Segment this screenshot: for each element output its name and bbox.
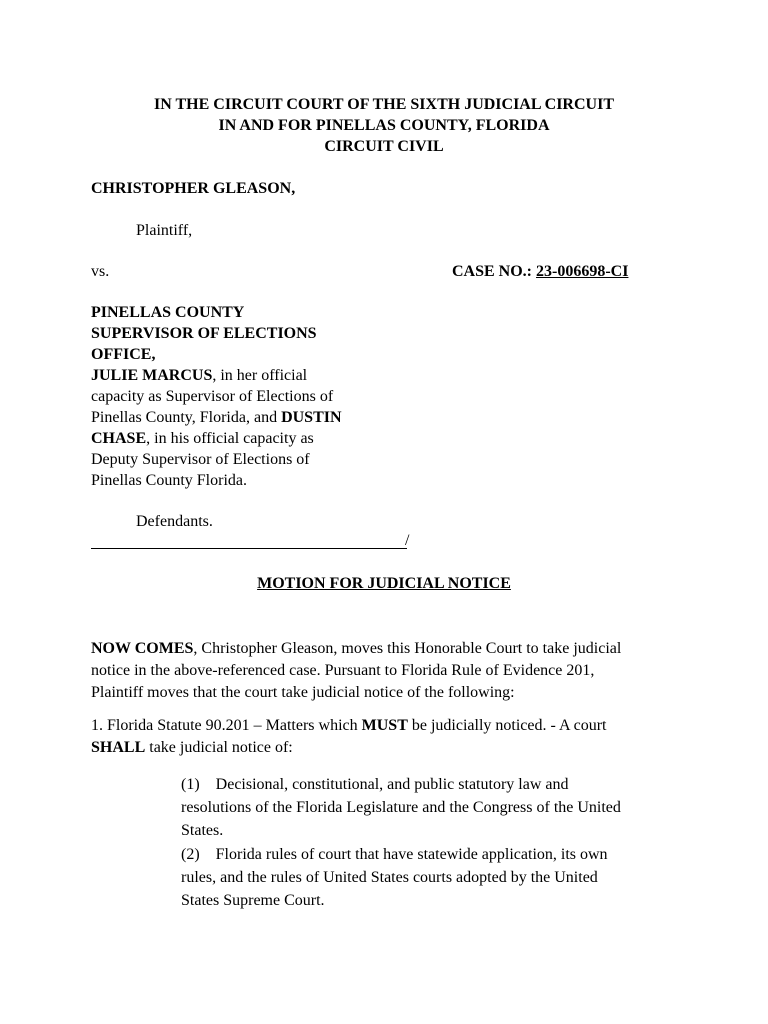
caption-slash: / — [405, 532, 410, 549]
defendant-role: Defendants. — [136, 513, 213, 530]
intro-line1-text: , Christopher Gleason, moves this Honorable Court to take judicial — [193, 640, 622, 657]
subitem2-line3: States Supreme Court. — [181, 892, 325, 909]
item1-shall: SHALL — [91, 739, 146, 756]
chase-name-part1: DUSTIN — [281, 409, 342, 426]
chase-line1 — [91, 428, 314, 449]
marcus-line1 — [91, 365, 307, 386]
item1-line1 — [91, 715, 607, 736]
chase-capacity: , in his official capacity as — [146, 430, 314, 447]
motion-title-wrap — [0, 573, 768, 594]
marcus-capacity: , in her official — [212, 367, 308, 384]
caption-rule — [91, 548, 407, 549]
defendant-line3: OFFICE, — [91, 346, 156, 363]
court-heading-line3: CIRCUIT CIVIL — [324, 138, 444, 155]
case-number-value: 23-006698-CI — [536, 263, 629, 280]
item1-must: MUST — [361, 717, 408, 734]
subitem1-line3: States. — [181, 822, 224, 839]
chase-name-part2: CHASE — [91, 430, 147, 447]
intro-line2: notice in the above-referenced case. Pursuant to Florida Rule of Evidence 201, — [91, 662, 595, 679]
court-heading-line1: IN THE CIRCUIT COURT OF THE SIXTH JUDICIAL CIRCUIT — [154, 96, 614, 113]
subitem1-line1: (1) Decisional, constitutional, and public statutory law and — [181, 776, 569, 793]
defendant-line2: SUPERVISOR OF ELECTIONS — [91, 325, 317, 342]
intro-line1 — [91, 638, 621, 659]
subitem2-line1: (2) Florida rules of court that have statewide application, its own — [181, 846, 608, 863]
case-number-label: CASE NO.: — [452, 263, 533, 280]
plaintiff-role: Plaintiff, — [136, 222, 193, 239]
chase-line2: Deputy Supervisor of Elections of — [91, 451, 310, 468]
item1-text-a: 1. Florida Statute 90.201 – Matters which — [91, 717, 362, 734]
marcus-line3-text: Pinellas County, Florida, and — [91, 409, 282, 426]
case-number — [452, 261, 628, 282]
item1-text-b: be judicially noticed. - A court — [407, 717, 607, 734]
marcus-line2: capacity as Supervisor of Elections of — [91, 388, 334, 405]
court-heading-line2: IN AND FOR PINELLAS COUNTY, FLORIDA — [218, 117, 550, 134]
subitem1-line2: resolutions of the Florida Legislature and the Congress of the United — [181, 799, 621, 816]
now-comes: NOW COMES — [91, 640, 194, 657]
plaintiff-name: CHRISTOPHER GLEASON, — [91, 180, 296, 197]
marcus-name: JULIE MARCUS — [91, 367, 213, 384]
chase-line3: Pinellas County Florida. — [91, 472, 247, 489]
subitem2-line2: rules, and the rules of United States courts adopted by the United — [181, 869, 598, 886]
versus-label: vs. — [91, 263, 110, 280]
item1-line2 — [91, 737, 293, 758]
motion-title: MOTION FOR JUDICIAL NOTICE — [257, 575, 511, 592]
defendant-line1: PINELLAS COUNTY — [91, 304, 245, 321]
marcus-line3 — [91, 407, 342, 428]
item1-text-c: take judicial notice of: — [145, 739, 293, 756]
intro-line3: Plaintiff moves that the court take judicial notice of the following: — [91, 684, 515, 701]
